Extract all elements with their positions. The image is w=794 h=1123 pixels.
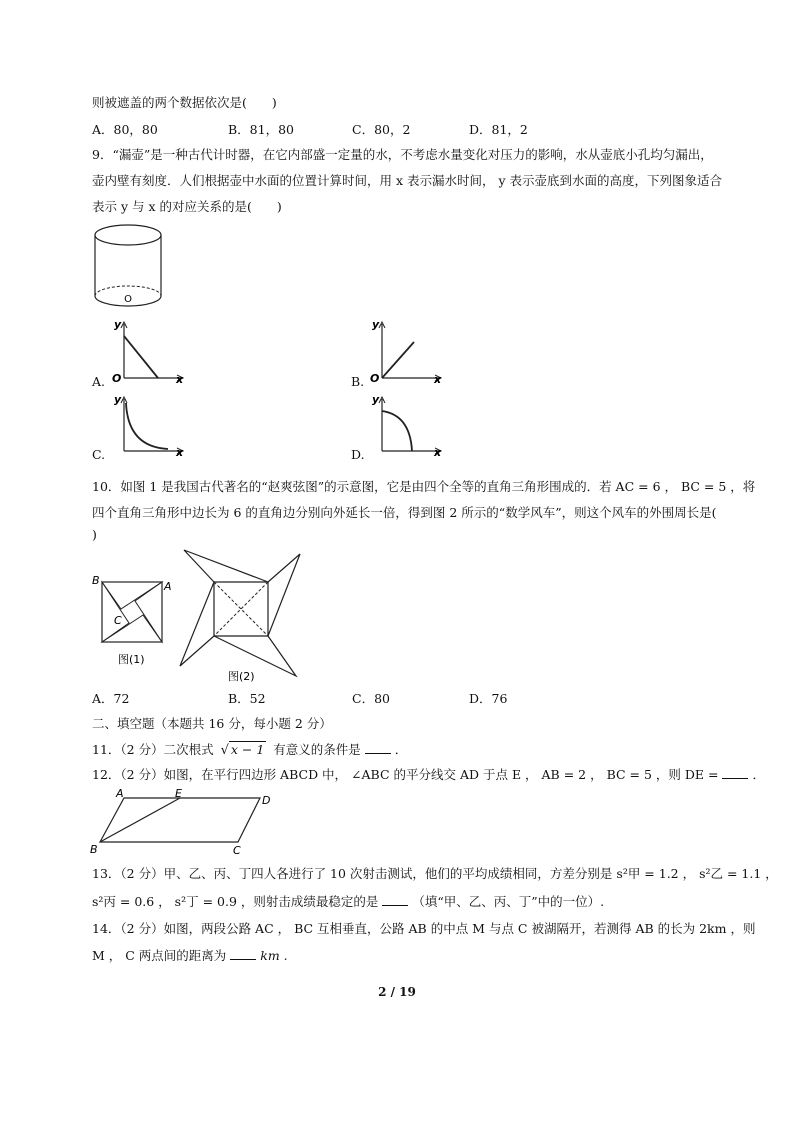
q13-answer-blank[interactable] xyxy=(382,893,408,906)
q11-prefix: 11．（2 分）二次根式 xyxy=(92,742,214,757)
fig1-label-c: C xyxy=(114,614,122,627)
q10-option-c[interactable]: C．80 xyxy=(352,691,390,706)
q11-radicand: x − 1 xyxy=(230,742,265,757)
vertex-d-label: D xyxy=(262,794,271,807)
q11-end: ． xyxy=(394,742,408,757)
page-number: 2 / 19 xyxy=(378,985,416,999)
q9-option-c[interactable]: C. xyxy=(92,447,106,462)
graph-c-x-label: x xyxy=(176,446,184,459)
q8-option-d[interactable]: D．81，2 xyxy=(469,122,528,137)
q12-answer-blank[interactable] xyxy=(722,766,748,779)
vertex-a-label: A xyxy=(116,788,124,800)
q13-line-2-prefix: s²丙 = 0.6 ， s²丁 = 0.9 ，则射击成绩最稳定的是 xyxy=(92,894,379,909)
q10-line-3: ) xyxy=(92,527,97,542)
q11-answer-blank[interactable] xyxy=(365,741,391,754)
graph-d-y-label: y xyxy=(372,393,380,406)
graph-a-origin: O xyxy=(112,372,122,385)
fig1-label-b: B xyxy=(92,574,100,587)
q9-option-b[interactable]: B. xyxy=(351,374,365,389)
q9-option-a[interactable]: A. xyxy=(92,374,106,389)
q10-line-2: 四个直角三角形中边长为 6 的直角边分别向外延长一倍，得到图 2 所示的“数学风车”，则这个风车的外围周长是( xyxy=(92,505,717,520)
q12 xyxy=(92,766,765,783)
q14-line-2-suffix: km . xyxy=(260,948,288,963)
fig1-caption: 图(1) xyxy=(118,653,145,666)
q14-line-2-prefix: M ， C 两点间的距离为 xyxy=(92,948,227,963)
q10-option-a[interactable]: A．72 xyxy=(92,691,130,706)
q8-option-b[interactable]: B．81，80 xyxy=(228,122,294,137)
q13-line-2 xyxy=(92,893,604,910)
water-clock-vessel xyxy=(88,222,168,314)
section-2-heading: 二、填空题（本题共 16 分，每小题 2 分） xyxy=(92,716,332,731)
graph-a-x-label: x xyxy=(176,373,184,386)
zhao-shuang-figure xyxy=(90,570,180,670)
q10-option-b[interactable]: B．52 xyxy=(228,691,266,706)
q13-line-1: 13．（2 分）甲、乙、丙、丁四人各进行了 10 次射击测试，他们的平均成绩相同，方差分别是 s²甲 = 1.2 ， s²乙 = 1.1 ， xyxy=(92,866,778,881)
q14-line-1: 14．（2 分）如图，两段公路 AC ， BC 互相垂直，公路 AB 的中点 M 与点 C 被湖隔开，若测得 AB 的长为 2km ，则 xyxy=(92,921,756,936)
graph-b-x-label: x xyxy=(434,373,442,386)
graph-c[interactable] xyxy=(110,391,190,461)
q12-text: 12．（2 分）如图，在平行四边形 ABCD 中， ∠ABC 的平分线交 AD 于点 E ， AB = 2 ， BC = 5 ，则 DE = xyxy=(92,767,719,782)
q14-line-2 xyxy=(92,947,288,964)
graph-b[interactable] xyxy=(368,316,448,388)
vessel-hole-label: O xyxy=(124,294,132,305)
q9-line-2: 壶内壁有刻度．人们根据壶中水面的位置计算时间，用 x 表示漏水时间， y 表示壶底到水面的高度，下列图象适合 xyxy=(92,173,723,188)
graph-d[interactable] xyxy=(368,391,448,461)
q11-condition: 有意义的条件是 xyxy=(273,742,361,757)
graph-d-x-label: x xyxy=(434,446,442,459)
graph-c-y-label: y xyxy=(114,393,122,406)
q8-option-a[interactable]: A．80，80 xyxy=(92,122,158,137)
q10-option-d[interactable]: D．76 xyxy=(469,691,508,706)
q14-answer-blank[interactable] xyxy=(230,947,256,960)
vertex-b-label: B xyxy=(90,843,98,856)
q12-end: ． xyxy=(752,767,765,782)
q10-line-1: 10．如图 1 是我国古代著名的“赵爽弦图”的示意图，它是由四个全等的直角三角形围成的．若 AC = 6 ， BC = 5 ，将 xyxy=(92,479,756,494)
q8-option-c[interactable]: C．80，2 xyxy=(352,122,411,137)
q9-line-3: 表示 y 与 x 的对应关系的是( ) xyxy=(92,199,282,214)
graph-a-y-label: y xyxy=(114,318,122,331)
q8-tail: 则被遮盖的两个数据依次是( ) xyxy=(92,95,277,110)
q11 xyxy=(92,741,407,759)
parallelogram-figure xyxy=(88,788,278,856)
sqrt-expression xyxy=(221,742,267,759)
q9-line-1: 9．“漏壶”是一种古代计时器，在它内部盛一定量的水，不考虑水量变化对压力的影响，水从壶底小孔均匀漏出， xyxy=(92,147,713,162)
fig2-caption: 图(2) xyxy=(228,670,255,682)
vertex-c-label: C xyxy=(233,844,241,856)
radical-sign-icon: √ xyxy=(220,743,229,758)
graph-a[interactable] xyxy=(110,316,190,388)
fig1-label-a: A xyxy=(164,580,172,593)
vertex-e-label: E xyxy=(175,788,182,800)
graph-b-origin: O xyxy=(370,372,380,385)
q9-option-d[interactable]: D. xyxy=(351,447,365,462)
q13-line-2-suffix: （填“甲、乙、丙、丁”中的一位）. xyxy=(412,894,605,909)
math-windmill-figure xyxy=(176,546,306,682)
graph-b-y-label: y xyxy=(372,318,380,331)
